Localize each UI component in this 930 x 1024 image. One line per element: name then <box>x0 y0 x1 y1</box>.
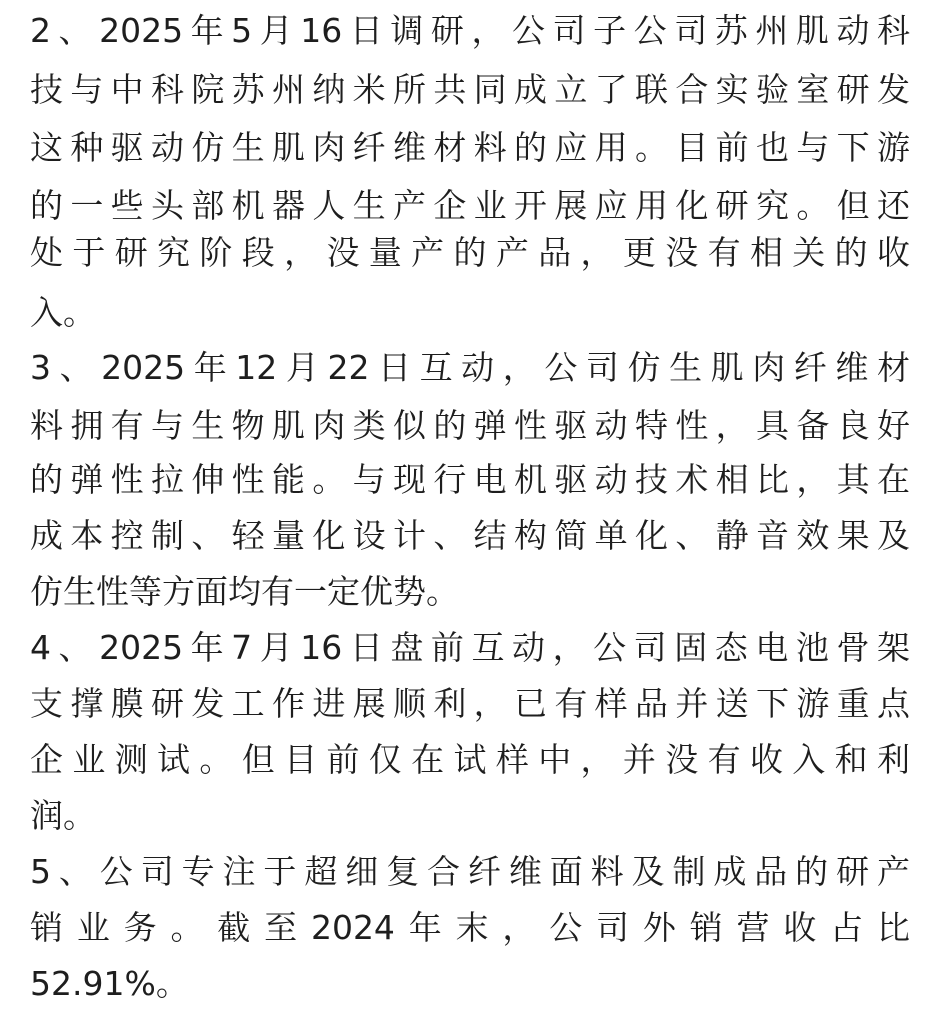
paragraph-2-line-3: 这种驱动仿生肌肉纤维材料的应用。目前也与下游 <box>30 128 910 167</box>
paragraph-2-line-1: 2、2025年5月16日调研，公司子公司苏州肌动科 <box>30 11 910 50</box>
paragraph-2-line-6: 入。 <box>30 293 96 332</box>
paragraph-3-line-1: 3、2025年12月22日互动，公司仿生肌肉纤维材 <box>30 348 910 387</box>
paragraph-3-line-3: 的弹性拉伸性能。与现行电机驱动技术相比，其在 <box>30 460 910 499</box>
paragraph-2-line-2: 技与中科院苏州纳米所共同成立了联合实验室研发 <box>30 70 910 109</box>
paragraph-3-line-4: 成本控制、轻量化设计、结构简单化、静音效果及 <box>30 516 910 555</box>
paragraph-4-line-3: 企业测试。但目前仅在试样中，并没有收入和利 <box>30 740 910 779</box>
paragraph-3-line-5: 仿生性等方面均有一定优势。 <box>30 572 459 611</box>
paragraph-3-line-2: 料拥有与生物肌肉类似的弹性驱动特性，具备良好 <box>30 406 910 445</box>
paragraph-5-line-2: 销业务。截至2024年末，公司外销营收占比 <box>30 908 910 947</box>
paragraph-2-line-4: 的一些头部机器人生产企业开展应用化研究。但还 <box>30 186 910 225</box>
paragraph-2-line-5: 处于研究阶段，没量产的产品，更没有相关的收 <box>30 233 910 272</box>
paragraph-4-line-1: 4、2025年7月16日盘前互动，公司固态电池骨架 <box>30 628 910 667</box>
paragraph-5-line-3: 52.91%。 <box>30 964 189 1003</box>
paragraph-5-line-1: 5、公司专注于超细复合纤维面料及制成品的研产 <box>30 852 910 891</box>
paragraph-4-line-4: 润。 <box>30 796 96 835</box>
paragraph-4-line-2: 支撑膜研发工作进展顺利，已有样品并送下游重点 <box>30 684 910 723</box>
